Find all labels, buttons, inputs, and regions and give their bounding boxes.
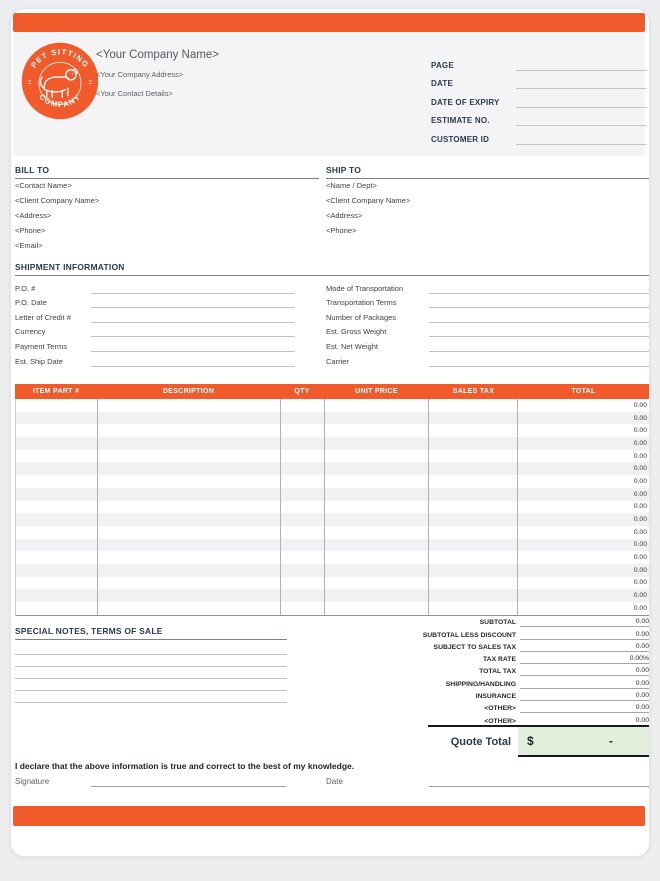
cell-item-part[interactable]	[16, 501, 98, 514]
column-header: QTY	[294, 388, 310, 395]
item-table-row[interactable]	[16, 462, 649, 475]
address-placeholder-line[interactable]: <Client Company Name>	[326, 196, 411, 205]
item-table-row[interactable]	[16, 424, 649, 437]
address-placeholder-line[interactable]: <Email>	[15, 241, 43, 250]
cell-unit-price[interactable]	[325, 577, 430, 590]
cell-sales-tax[interactable]	[429, 488, 518, 501]
item-table-row[interactable]	[16, 513, 649, 526]
item-table-row[interactable]	[16, 551, 649, 564]
header-field-label: CUSTOMER ID	[431, 134, 490, 144]
cell-description[interactable]	[98, 539, 281, 552]
quote-total-box	[518, 727, 649, 757]
header-field-row	[431, 71, 647, 90]
item-table-row[interactable]	[16, 577, 649, 590]
cell-item-part[interactable]	[16, 577, 98, 590]
cell-qty[interactable]	[281, 462, 325, 475]
shipment-field-input-line[interactable]	[429, 296, 649, 308]
totals-label: SUBJECT TO SALES TAX	[433, 643, 516, 651]
notes-blank-line[interactable]	[15, 679, 287, 691]
cell-total: 0.00	[633, 604, 647, 612]
cell-unit-price[interactable]	[325, 450, 430, 463]
cell-description[interactable]	[98, 450, 281, 463]
cell-sales-tax[interactable]	[429, 462, 518, 475]
address-placeholder-line[interactable]: <Address>	[326, 211, 363, 220]
cell-description[interactable]	[98, 526, 281, 539]
header-fields-block	[431, 52, 647, 145]
totals-value: 0.00	[520, 692, 649, 701]
cell-qty[interactable]	[281, 589, 325, 602]
column-header: DESCRIPTION	[162, 388, 215, 395]
item-table-row[interactable]	[16, 399, 649, 412]
cell-unit-price[interactable]	[325, 551, 430, 564]
header-field-input-line[interactable]	[516, 56, 647, 71]
cell-qty[interactable]	[281, 551, 325, 564]
column-header: ITEM PART #	[32, 388, 80, 395]
shipment-field-label: Carrier	[326, 356, 349, 366]
header-field-input-line[interactable]	[516, 74, 647, 89]
notes-blank-line[interactable]	[15, 655, 287, 667]
shipment-field-input-line[interactable]	[91, 282, 295, 294]
shipment-field-input-line[interactable]	[91, 311, 295, 323]
totals-row	[321, 701, 649, 713]
totals-value: 0.00	[520, 680, 649, 689]
shipment-field-row	[15, 323, 295, 338]
cell-unit-price[interactable]	[325, 564, 430, 577]
cell-total: 0.00	[633, 592, 647, 600]
cell-unit-price[interactable]	[325, 589, 430, 602]
quote-total-value: -	[609, 734, 613, 748]
shipment-field-row	[15, 279, 295, 294]
cell-qty[interactable]	[281, 501, 325, 514]
shipment-right-fields	[326, 279, 649, 367]
items-table-header	[15, 384, 649, 399]
shipment-field-label: Est. Gross Weight	[326, 327, 387, 337]
totals-value: 0.00%	[520, 655, 649, 664]
ship-to-lines	[326, 181, 646, 241]
shipment-information-heading: SHIPMENT INFORMATION	[15, 262, 649, 276]
column-header: SALES TAX	[452, 388, 495, 395]
shipment-field-row	[326, 294, 649, 309]
totals-label: INSURANCE	[475, 693, 516, 701]
cell-item-part[interactable]	[16, 539, 98, 552]
totals-row	[321, 713, 649, 725]
ship-to-heading: SHIP TO	[326, 165, 649, 179]
item-table-row[interactable]	[16, 564, 649, 577]
cell-qty[interactable]	[281, 412, 325, 425]
header-field-row	[431, 108, 647, 127]
cell-unit-price[interactable]	[325, 437, 430, 450]
cell-item-part[interactable]	[16, 424, 98, 437]
address-placeholder-line[interactable]: <Client Company Name>	[15, 196, 100, 205]
cell-description[interactable]	[98, 564, 281, 577]
cell-sales-tax[interactable]	[429, 399, 518, 412]
shipment-field-row	[15, 308, 295, 323]
totals-label: TAX RATE	[483, 656, 516, 664]
shipment-field-input-line[interactable]	[429, 325, 649, 337]
header-field-input-line[interactable]	[516, 93, 647, 108]
totals-label: <OTHER>	[484, 705, 516, 713]
cell-description[interactable]	[98, 488, 281, 501]
date-input-line[interactable]	[429, 771, 649, 787]
notes-blank-line[interactable]	[15, 667, 287, 679]
shipment-field-input-line[interactable]	[429, 311, 649, 323]
header-field-label: DATE	[431, 79, 453, 89]
shipment-field-input-line[interactable]	[91, 340, 295, 352]
cell-qty[interactable]	[281, 539, 325, 552]
cell-description[interactable]	[98, 475, 281, 488]
top-accent-bar	[13, 13, 645, 32]
header-field-input-line[interactable]	[516, 130, 647, 145]
totals-label: SHIPPING/HANDLING	[445, 680, 516, 688]
header-field-label: PAGE	[431, 60, 454, 70]
quote-total-currency: $	[527, 734, 534, 748]
totals-row	[321, 640, 649, 652]
cell-total: 0.00	[633, 452, 647, 460]
cell-sales-tax[interactable]	[429, 602, 518, 615]
totals-value: 0.00	[520, 717, 649, 726]
header-field-input-line[interactable]	[516, 111, 647, 126]
cell-unit-price[interactable]	[325, 424, 430, 437]
cell-qty[interactable]	[281, 564, 325, 577]
column-header: TOTAL	[571, 388, 596, 395]
cell-sales-tax[interactable]	[429, 551, 518, 564]
cell-unit-price[interactable]	[325, 462, 430, 475]
cell-item-part[interactable]	[16, 450, 98, 463]
shipment-field-label: P.O. #	[15, 283, 36, 293]
cell-qty[interactable]	[281, 450, 325, 463]
pet-sitting-company-logo	[21, 42, 99, 120]
cell-total: 0.00	[633, 566, 647, 574]
cell-item-part[interactable]	[16, 475, 98, 488]
totals-value: 0.00	[520, 618, 649, 627]
address-placeholder-line[interactable]: <Name / Dept>	[326, 181, 377, 190]
shipment-field-row	[326, 337, 649, 352]
cell-sales-tax[interactable]	[429, 513, 518, 526]
cell-unit-price[interactable]	[325, 399, 430, 412]
column-header: UNIT PRICE	[355, 388, 398, 395]
item-table-row[interactable]	[16, 539, 649, 552]
quote-total-label: Quote Total	[450, 736, 511, 748]
shipment-field-row	[326, 279, 649, 294]
cell-unit-price[interactable]	[325, 539, 430, 552]
shipment-field-label: Mode of Transportation	[326, 283, 404, 293]
cell-description[interactable]	[98, 577, 281, 590]
item-table-row[interactable]	[16, 526, 649, 539]
totals-row	[321, 627, 649, 639]
header-field-label: DATE OF EXPIRY	[431, 97, 500, 107]
shipment-field-row	[326, 308, 649, 323]
cell-total: 0.00	[633, 490, 647, 498]
date-label: Date	[326, 777, 343, 786]
totals-label: SUBTOTAL	[479, 619, 516, 627]
totals-row	[321, 652, 649, 664]
company-name[interactable]: <Your Company Name>	[96, 49, 219, 61]
totals-value: 0.00	[520, 704, 649, 713]
cell-unit-price[interactable]	[325, 602, 430, 615]
item-table-row[interactable]	[16, 412, 649, 425]
shipment-field-row	[326, 323, 649, 338]
cell-qty[interactable]	[281, 602, 325, 615]
cell-qty[interactable]	[281, 513, 325, 526]
cell-unit-price[interactable]	[325, 501, 430, 514]
totals-label: TOTAL TAX	[479, 668, 516, 676]
cell-qty[interactable]	[281, 488, 325, 501]
cell-item-part[interactable]	[16, 462, 98, 475]
shipment-field-label: Number of Packages	[326, 312, 397, 322]
shipment-field-label: Currency	[15, 327, 46, 337]
cell-total: 0.00	[633, 554, 647, 562]
totals-row	[321, 664, 649, 676]
shipment-field-input-line[interactable]	[429, 340, 649, 352]
cell-unit-price[interactable]	[325, 488, 430, 501]
cell-unit-price[interactable]	[325, 526, 430, 539]
cell-item-part[interactable]	[16, 526, 98, 539]
cell-item-part[interactable]	[16, 437, 98, 450]
totals-label: SUBTOTAL LESS DISCOUNT	[422, 631, 516, 639]
header-field-row	[431, 89, 647, 108]
totals-value: 0.00	[520, 667, 649, 676]
company-contact[interactable]: <Your Contact Details>	[96, 89, 173, 98]
shipment-field-input-line[interactable]	[91, 355, 295, 367]
cell-description[interactable]	[98, 437, 281, 450]
shipment-field-label: P.O. Date	[15, 298, 47, 308]
shipment-field-row	[326, 352, 649, 367]
shipment-field-input-line[interactable]	[91, 296, 295, 308]
cell-description[interactable]	[98, 424, 281, 437]
bottom-accent-bar	[13, 806, 645, 826]
cell-qty[interactable]	[281, 475, 325, 488]
bill-to-heading: BILL TO	[15, 165, 319, 179]
cell-description[interactable]	[98, 501, 281, 514]
shipment-field-label: Letter of Credit #	[15, 312, 71, 322]
totals-row	[321, 676, 649, 688]
special-notes-lines	[15, 643, 287, 703]
address-placeholder-line[interactable]: <Phone>	[15, 226, 46, 235]
declaration-text: I declare that the above information is true and correct to the best of my knowledge.	[15, 761, 355, 771]
item-table-row[interactable]	[16, 501, 649, 514]
cell-total: 0.00	[633, 465, 647, 473]
cell-sales-tax[interactable]	[429, 577, 518, 590]
item-table-row[interactable]	[16, 475, 649, 488]
cell-qty[interactable]	[281, 526, 325, 539]
cell-sales-tax[interactable]	[429, 539, 518, 552]
cell-item-part[interactable]	[16, 589, 98, 602]
cell-item-part[interactable]	[16, 513, 98, 526]
cell-qty[interactable]	[281, 577, 325, 590]
estimate-document	[10, 8, 650, 857]
address-placeholder-line[interactable]: <Phone>	[326, 226, 357, 235]
cell-total: 0.00	[633, 516, 647, 524]
cell-item-part[interactable]	[16, 412, 98, 425]
cell-item-part[interactable]	[16, 399, 98, 412]
cell-total: 0.00	[633, 427, 647, 435]
cell-sales-tax[interactable]	[429, 526, 518, 539]
item-table-row[interactable]	[16, 589, 649, 602]
shipment-field-input-line[interactable]	[91, 325, 295, 337]
totals-value: 0.00	[520, 643, 649, 652]
cell-sales-tax[interactable]	[429, 564, 518, 577]
shipment-field-row	[15, 352, 295, 367]
cell-description[interactable]	[98, 589, 281, 602]
cell-sales-tax[interactable]	[429, 412, 518, 425]
cell-sales-tax[interactable]	[429, 501, 518, 514]
totals-label: <OTHER>	[484, 717, 516, 725]
cell-description[interactable]	[98, 462, 281, 475]
shipment-field-input-line[interactable]	[429, 282, 649, 294]
cell-description[interactable]	[98, 412, 281, 425]
cell-qty[interactable]	[281, 424, 325, 437]
notes-blank-line[interactable]	[15, 643, 287, 655]
totals-value: 0.00	[520, 631, 649, 640]
cell-qty[interactable]	[281, 437, 325, 450]
item-table-row[interactable]	[16, 450, 649, 463]
cell-description[interactable]	[98, 513, 281, 526]
item-table-row[interactable]	[16, 488, 649, 501]
totals-block	[321, 615, 649, 726]
cell-total: 0.00	[633, 503, 647, 511]
cell-unit-price[interactable]	[325, 412, 430, 425]
cell-total: 0.00	[633, 439, 647, 447]
shipment-field-input-line[interactable]	[429, 355, 649, 367]
cell-sales-tax[interactable]	[429, 450, 518, 463]
notes-blank-line[interactable]	[15, 691, 287, 703]
address-placeholder-line[interactable]: <Address>	[15, 211, 52, 220]
cell-total: 0.00	[633, 579, 647, 587]
cell-unit-price[interactable]	[325, 475, 430, 488]
logo-top-arc-text: PET SITTING	[29, 47, 91, 70]
cell-total: 0.00	[633, 414, 647, 422]
cell-item-part[interactable]	[16, 488, 98, 501]
shipment-field-row	[15, 337, 295, 352]
shipment-left-fields	[15, 279, 295, 367]
address-placeholder-line[interactable]: <Contact Name>	[15, 181, 72, 190]
cell-total: 0.00	[633, 528, 647, 536]
cell-item-part[interactable]	[16, 564, 98, 577]
items-table-body	[15, 399, 649, 616]
special-notes-heading: SPECIAL NOTES, TERMS OF SALE	[15, 626, 287, 640]
cell-total: 0.00	[633, 477, 647, 485]
signature-input-line[interactable]	[91, 771, 286, 787]
shipment-field-label: Transportation Terms	[326, 298, 397, 308]
cell-unit-price[interactable]	[325, 513, 430, 526]
cell-sales-tax[interactable]	[429, 475, 518, 488]
cell-item-part[interactable]	[16, 551, 98, 564]
shipment-field-row	[15, 294, 295, 309]
shipment-field-label: Payment Terms	[15, 341, 67, 351]
item-table-row[interactable]	[16, 602, 649, 615]
cell-description[interactable]	[98, 551, 281, 564]
bill-to-lines	[15, 181, 315, 256]
company-address[interactable]: <Your Company Address>	[96, 70, 184, 79]
cell-qty[interactable]	[281, 399, 325, 412]
totals-row	[321, 689, 649, 701]
header-field-label: ESTIMATE NO.	[431, 116, 490, 126]
header-field-row	[431, 126, 647, 145]
cell-total: 0.00	[633, 401, 647, 409]
cell-item-part[interactable]	[16, 602, 98, 615]
signature-label: Signature	[15, 777, 50, 786]
cell-description[interactable]	[98, 602, 281, 615]
shipment-field-label: Est. Net Weight	[326, 341, 378, 351]
logo-bottom-arc-text: COMPANY	[37, 92, 83, 110]
cell-sales-tax[interactable]	[429, 589, 518, 602]
header-field-row	[431, 52, 647, 71]
shipment-field-label: Est. Ship Date	[15, 356, 63, 366]
cell-sales-tax[interactable]	[429, 437, 518, 450]
cell-total: 0.00	[633, 541, 647, 549]
item-table-row[interactable]	[16, 437, 649, 450]
cell-description[interactable]	[98, 399, 281, 412]
totals-row	[321, 615, 649, 627]
cell-sales-tax[interactable]	[429, 424, 518, 437]
